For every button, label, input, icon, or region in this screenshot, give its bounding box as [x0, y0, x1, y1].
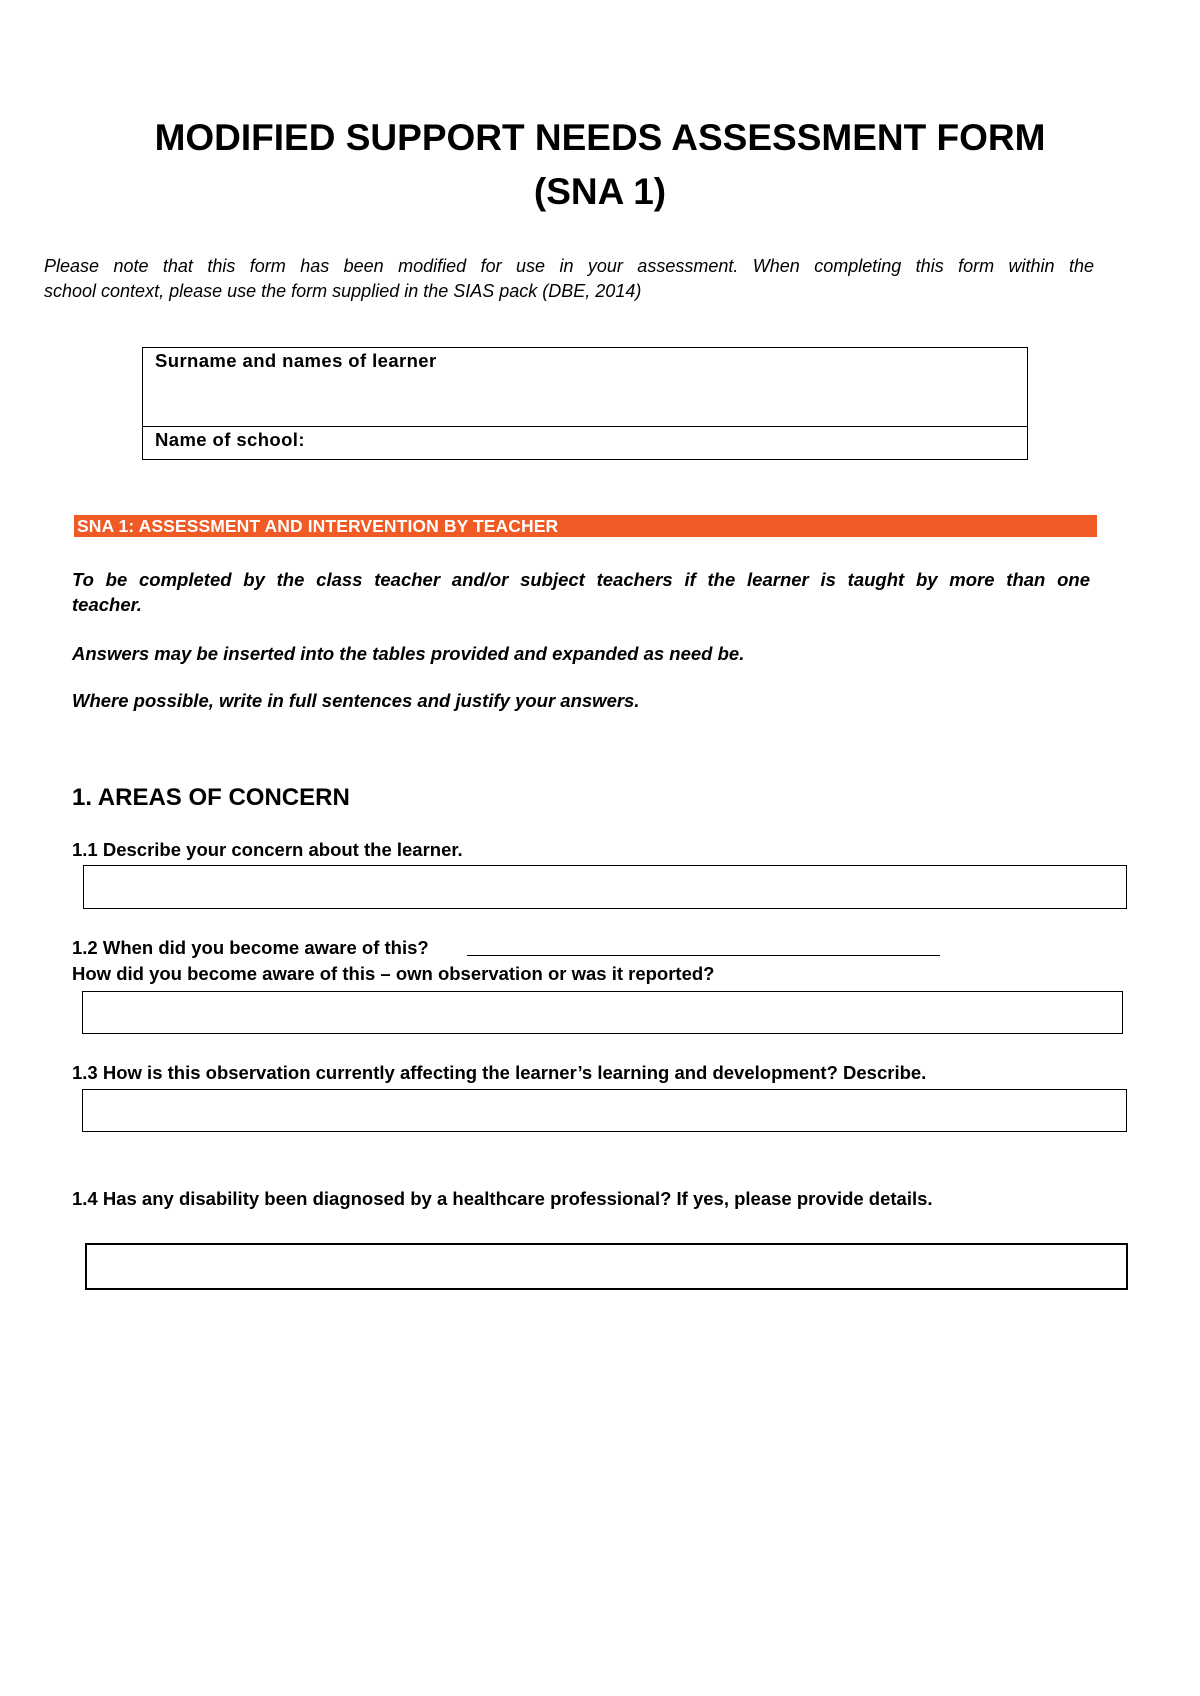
section-banner: SNA 1: ASSESSMENT AND INTERVENTION BY TEACHER [74, 515, 1097, 537]
answer-line-1-2[interactable] [467, 955, 940, 956]
answer-box-1-1[interactable] [83, 865, 1127, 909]
instruction-sentences: Where possible, write in full sentences and justify your answers. [72, 690, 640, 711]
answer-box-1-4[interactable] [85, 1243, 1128, 1290]
learner-name-row [143, 348, 1028, 427]
page-title: MODIFIED SUPPORT NEEDS ASSESSMENT FORM [154, 117, 1046, 158]
intro-note [44, 254, 1094, 304]
answer-box-1-2[interactable] [82, 991, 1123, 1034]
instruction-completion-line-1: To be completed by the class teacher and/or subject teachers if the learner is taught by more than one [72, 569, 1090, 590]
answer-box-1-3[interactable] [82, 1089, 1127, 1132]
school-name-row [143, 427, 1028, 460]
learner-name-label: Surname and names of learner [155, 350, 437, 371]
question-1-4: 1.4 Has any disability been diagnosed by a healthcare professional? If yes, please provide details. [72, 1188, 933, 1209]
intro-note-line-1: Please note that this form has been modified for use in your assessment. When completing this form within the [44, 256, 1094, 276]
school-name-cell[interactable] [143, 427, 1028, 460]
question-1-3: 1.3 How is this observation currently affecting the learner’s learning and development? Describe. [72, 1062, 927, 1083]
intro-note-line-2: school context, please use the form supplied in the SIAS pack (DBE, 2014) [44, 281, 642, 301]
instruction-completion-line-2: teacher. [72, 594, 142, 615]
instruction-answers: Answers may be inserted into the tables provided and expanded as need be. [72, 643, 745, 664]
question-1-1: 1.1 Describe your concern about the learner. [72, 839, 463, 860]
areas-of-concern-heading: 1. AREAS OF CONCERN [72, 784, 350, 811]
question-1-2-followup: How did you become aware of this – own observation or was it reported? [72, 963, 715, 984]
learner-name-cell[interactable] [143, 348, 1028, 427]
learner-details-table [142, 347, 1028, 460]
instruction-completion [72, 567, 1090, 617]
question-1-2: 1.2 When did you become aware of this? [72, 937, 429, 958]
page-subtitle: (SNA 1) [533, 171, 667, 212]
school-name-label: Name of school: [155, 429, 305, 450]
